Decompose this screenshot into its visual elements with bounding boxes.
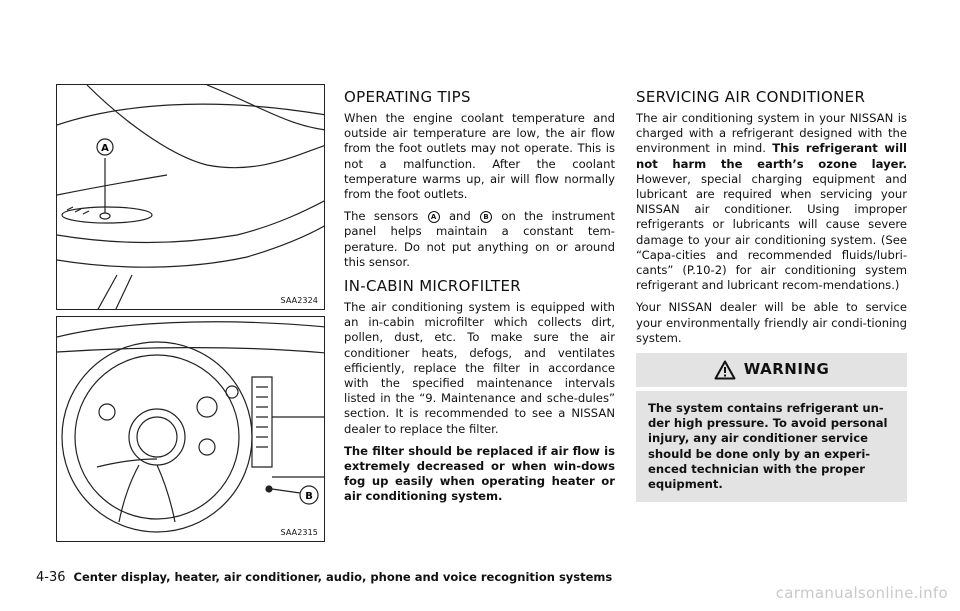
servicing-text-2: However, special charging equipment and lubricant are required when servicing your NISSAN air conditioner. Using improper refrigerants or lubricants will cause severe damage to your air conditioning system. (See “Capa-cities and recommended fluids/lubri-cants” (P.10-2) for air conditioning system refrigerant and lubricant recom-mendations.) [636,171,907,293]
watermark: carmanualsonline.info [775,584,948,602]
heading-microfilter: IN-CABIN MICROFILTER [344,277,521,296]
servicing-paragraph-2: Your NISSAN dealer will be able to service your environmentally friendly air condi-tioning system. [636,300,907,345]
operating-tips-paragraph-2 [344,209,615,270]
warning-title: WARNING [743,360,830,379]
steering-wheel-illustration [57,317,325,542]
callout-a: A [101,143,109,154]
sensor-b-badge: B [480,211,492,223]
sensors-text: The sensors [344,209,419,224]
column-middle [344,88,615,512]
warning-body: The system contains refrigerant un-der high pressure. To avoid personal injury, any air conditioner service should be done only by an experi-enced technician with the proper equipment. [636,391,907,502]
microfilter-paragraph-1: The air conditioning system is equipped with an in-cabin microfilter which collects dirt, pollen, dust, etc. To make sure the air conditioner heats, defogs, and ventilates efficiently, replace the filter in accordance with the specified maintenance intervals listed in the “9. Maintenance and sche-dules” section. It is recommended to see a NISSAN dealer to replace the filter. [344,300,615,436]
page-number: 4-36 [36,570,66,585]
warning-header [636,353,907,387]
figure-code: SAA2315 [280,528,318,537]
callout-b: B [305,491,313,502]
warning-triangle-icon [714,360,736,380]
dashboard-top-illustration [57,85,325,310]
figure-sensor-b [56,316,325,542]
operating-tips-paragraph-1: When the engine coolant temperature and outside air temperature are low, the air flow from the foot outlets may not operate. This is not a malfunction. After the coolant temperature warms up, air will flow normally from the foot outlets. [344,111,615,202]
page-footer [36,570,612,585]
microfilter-bold-note: The filter should be replaced if air flow is extremely decreased or when win-dows fog up easily when operating heater or air conditioning system. [344,443,615,504]
figure-sensor-a [56,84,325,310]
figure-code: SAA2324 [280,296,318,305]
heading-servicing: SERVICING AIR CONDITIONER [636,88,866,106]
heading-operating-tips: OPERATING TIPS [344,88,471,106]
sensor-note-text: on the instrument panel helps maintain a constant tem-perature. Do not put anything on or around this sensor. [344,209,616,269]
microfilter-paragraph-2 [344,444,615,505]
column-right [636,88,907,502]
servicing-paragraph-1 [636,111,907,293]
servicing-text-1: The air conditioning system in your NISSAN is charged with a refrigerant designed with the environment in mind. [636,111,907,156]
sensor-a-badge: A [428,211,440,223]
and-text: and [448,209,471,224]
ozone-bold-text: This refrigerant will not harm the earth’s ozone layer. [636,141,908,171]
chapter-title: Center display, heater, air conditioner, audio, phone and voice recognition systems [73,570,613,584]
